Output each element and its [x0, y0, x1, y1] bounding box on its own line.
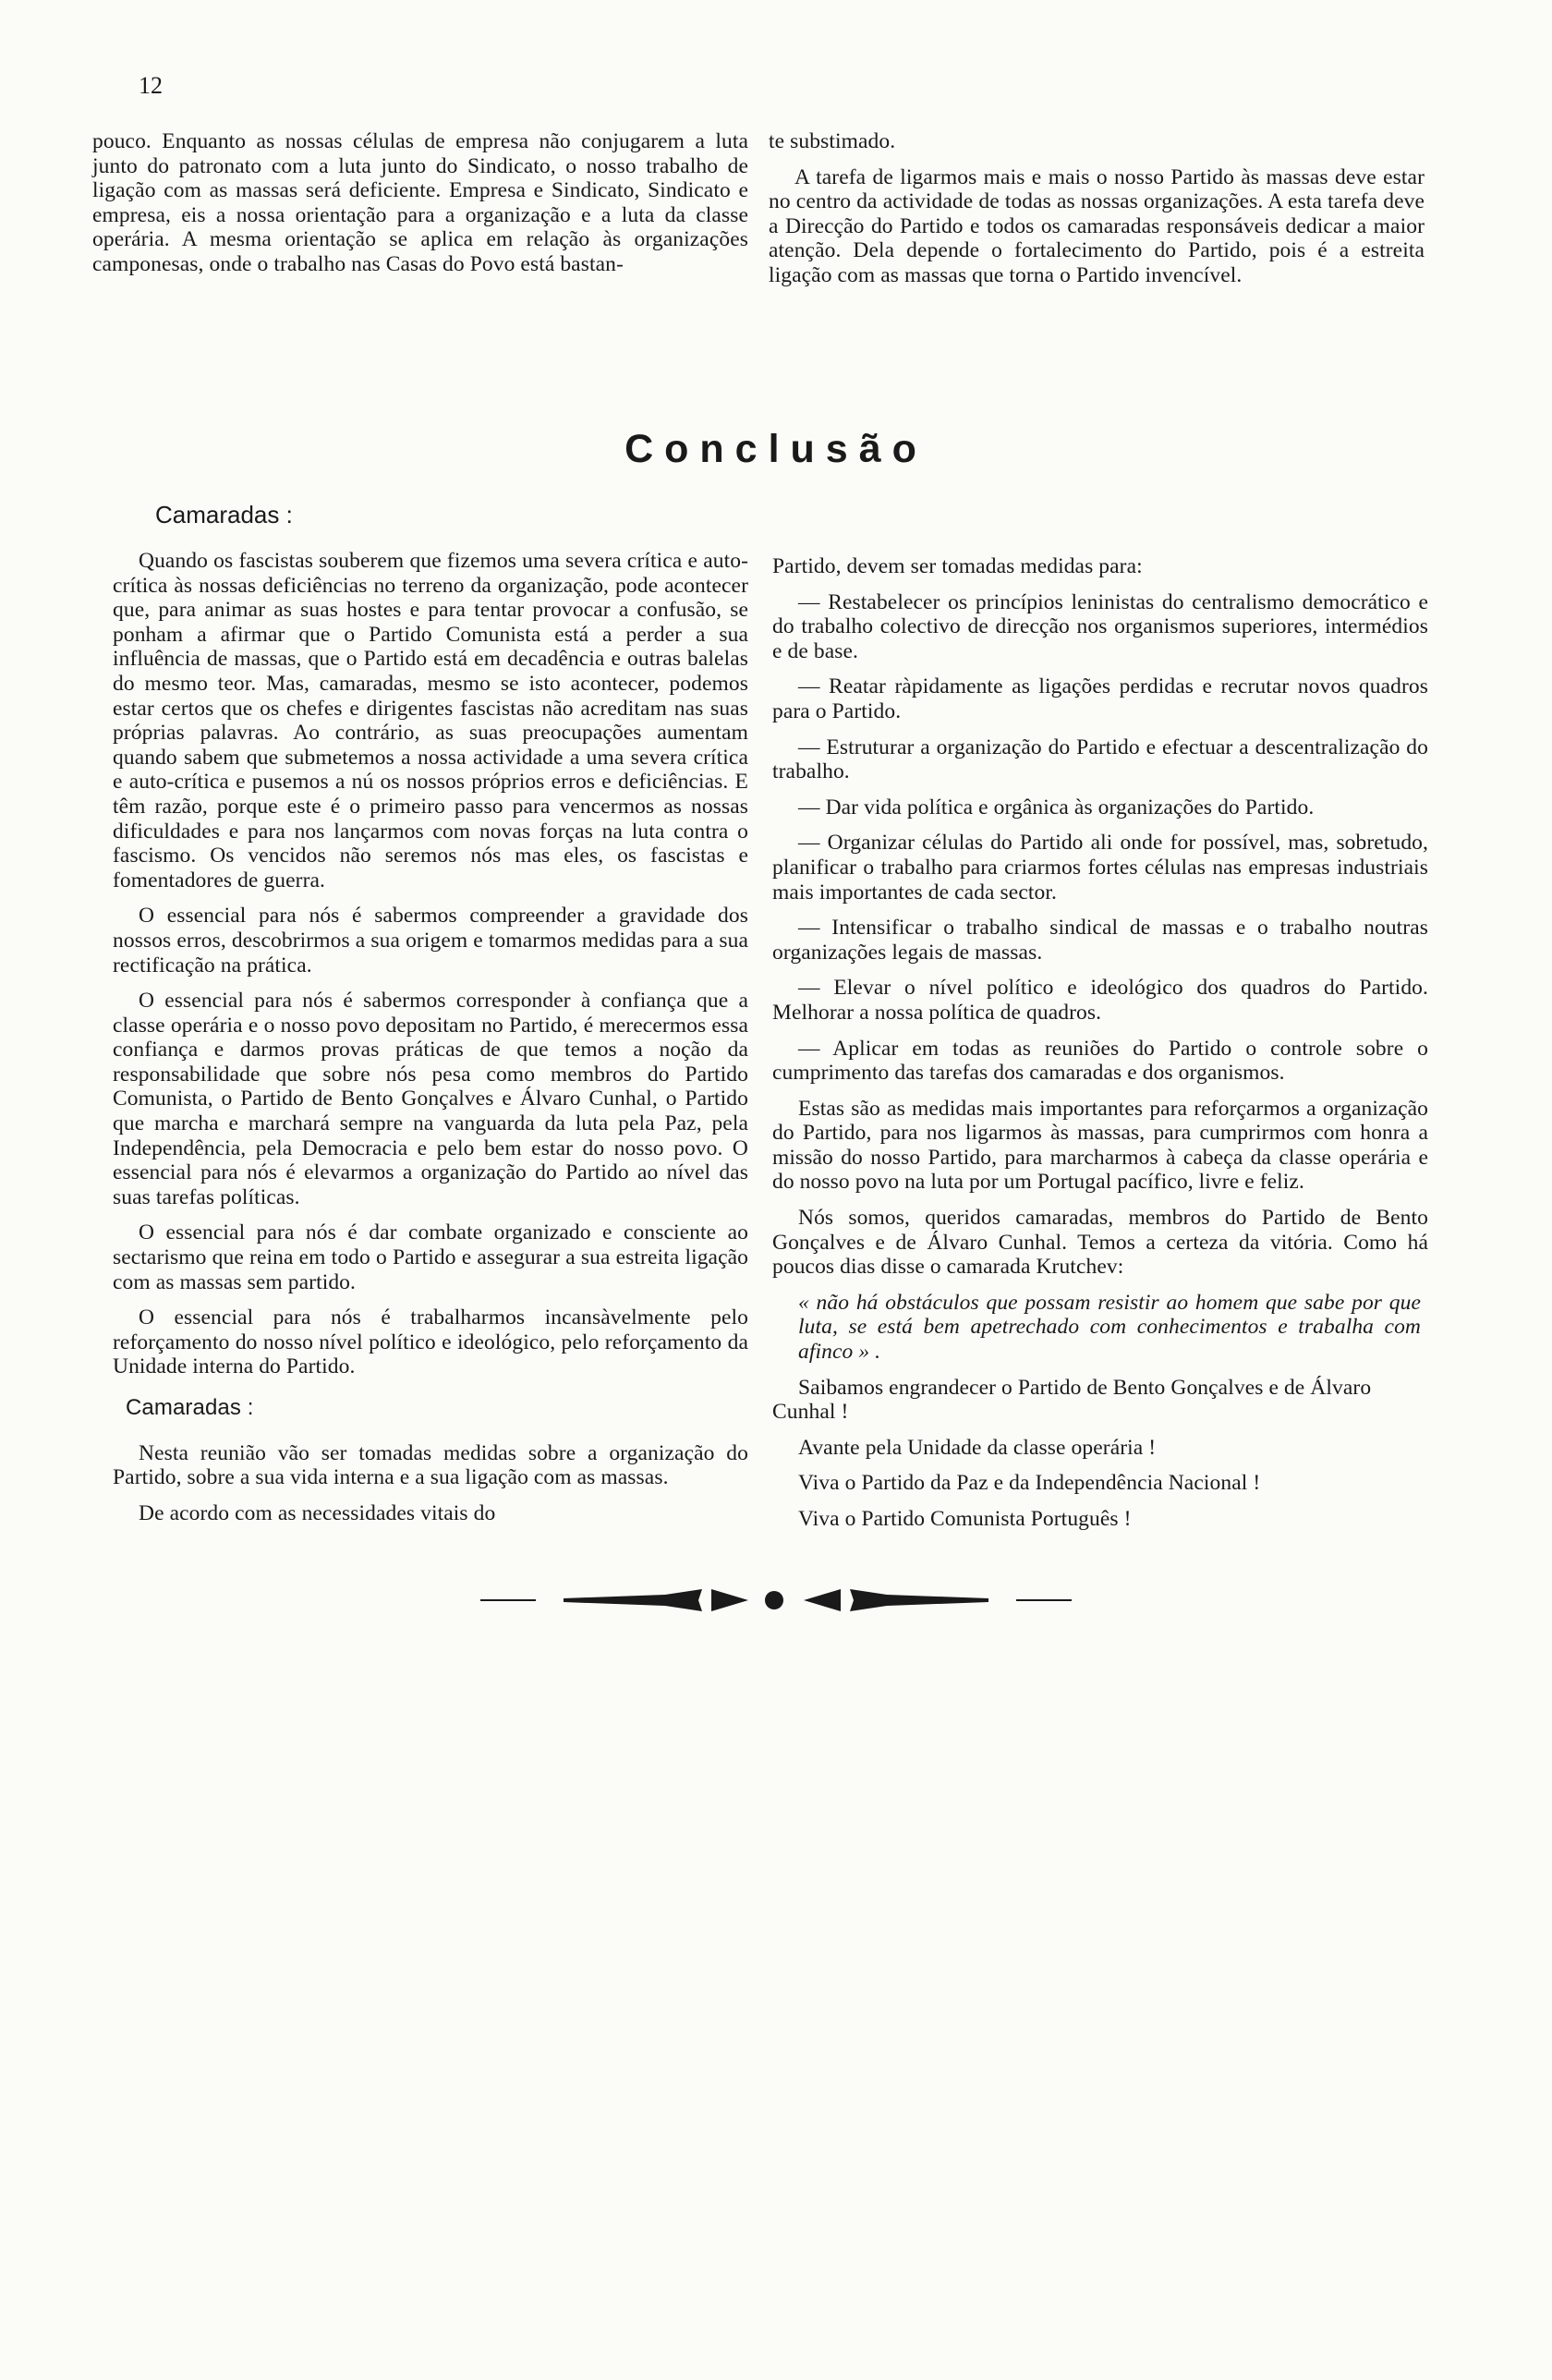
page-number: 12	[139, 72, 163, 99]
measure-item: — Organizar células do Partido ali onde for possível, mas, sobretudo, planificar o trabalho para criarmos fortes células nas empresas industriais mais importantes de cada sector.	[772, 831, 1428, 905]
conclusion-left-column	[113, 549, 748, 1536]
conclusion-right-column	[772, 554, 1428, 1543]
top-right-paragraph-1: te substimado.	[769, 129, 896, 153]
measure-item: — Aplicar em todas as reuniões do Partido o controle sobre o cumprimento das tarefas dos camaradas e dos organismos.	[772, 1036, 1428, 1086]
greeting-2: Camaradas :	[126, 1395, 254, 1420]
measure-item: — Reatar ràpidamente as ligações perdidas e recrutar novos quadros para o Partido.	[772, 674, 1428, 723]
section-title: Conclusão	[624, 427, 928, 471]
measure-item: — Restabelecer os princípios leninistas do centralismo democrático e do trabalho colectivo de direcção nos organismos superiores, intermédios e de base.	[772, 589, 1428, 663]
measure-item: — Dar vida política e orgânica às organizações do Partido.	[798, 795, 1315, 820]
paragraph: O essencial para nós é dar combate organizado e consciente ao sectarismo que reina em todo o Partido e assegurar a sua estreita ligação com as massas sem partido.	[113, 1220, 748, 1294]
paragraph: Nesta reunião vão ser tomadas medidas sobre a organização do Partido, sobre a sua vida interna e a sua ligação com as massas.	[113, 1440, 748, 1490]
measure-item: — Estruturar a organização do Partido e efectuar a descentralização do trabalho.	[772, 735, 1428, 784]
ornament-divider-icon	[480, 1580, 1072, 1621]
measure-item: — Intensificar o trabalho sindical de massas e o trabalho noutras organizações legais de massas.	[772, 916, 1428, 965]
measure-item: — Elevar o nível político e ideológico dos quadros do Partido. Melhorar a nossa política de quadros.	[772, 976, 1428, 1025]
top-left-column	[92, 129, 748, 288]
paragraph: O essencial para nós é trabalharmos incansàvelmente pelo reforçamento do nosso nível político e ideológico, pelo reforçamento da Unidade interna do Partido.	[113, 1305, 748, 1379]
paragraph: O essencial para nós é sabermos compreender a gravidade dos nossos erros, descobrirmos a sua origem e tomarmos medidas para a sua rectificação na prática.	[113, 904, 748, 978]
top-left-paragraph: pouco. Enquanto as nossas células de empresa não conjugarem a luta junto do patronato com a luta junto do Sindicato, o nosso trabalho de ligação com as massas será deficiente. Empresa e Sindicato, Sindicato e empresa, eis a nossa orientação para a organização e a luta da classe operária. A mesma orientação se aplica em relação às organizações camponesas, onde o trabalho nas Casas do Povo está bastan-	[92, 129, 748, 276]
cheer-line: Avante pela Unidade da classe operária !	[798, 1435, 1157, 1460]
paragraph: De acordo com as necessidades vitais do	[139, 1500, 496, 1525]
cheer-line: Viva o Partido da Paz e da Independência Nacional !	[798, 1471, 1261, 1496]
paragraph: Nós somos, queridos camaradas, membros do Partido de Bento Gonçalves e de Álvaro Cunhal. Temos a certeza da vitória. Como há poucos dias disse o camarada Krutchev:	[772, 1206, 1428, 1280]
cheer-line: Viva o Partido Comunista Português !	[798, 1507, 1132, 1531]
top-right-paragraph-2: A tarefa de ligarmos mais e mais o nosso Partido às massas deve estar no centro da actividade de todas as nossas organizações. A esta tarefa deve a Direcção do Partido e todos os camaradas responsáveis dedicar a maior atenção. Dela depende o fortalecimento do Partido, pois é a estreita ligação com as massas que torna o Partido invencível.	[769, 164, 1425, 287]
paragraph: O essencial para nós é sabermos corresponder à confiança que a classe operária e o nosso povo depositam no Partido, é merecermos essa confiança e darmos provas práticas de que temos a noção da responsabilidade que sobre nós pesa como membros do Partido Comunista, o Partido de Bento Gonçalves e Álvaro Cunhal, o Partido que marcha e marchará sempre na vanguarda da luta pela Paz, pela Independência, pela Democracia e pelo bem estar do nosso povo. O essencial para nós é elevarmos a organização do Partido ao nível das suas tarefas políticas.	[113, 989, 748, 1209]
greeting: Camaradas :	[155, 501, 293, 528]
cheer-line: Saibamos engrandecer o Partido de Bento Gonçalves e de Álvaro Cunhal !	[772, 1375, 1372, 1425]
paragraph: Estas são as medidas mais importantes para reforçarmos a organização do Partido, para nos ligarmos às massas, para cumprirmos com honra a missão do nosso Partido, para marcharmos à cabeça da classe operária e do nosso povo na luta por um Portugal pacífico, livre e feliz.	[772, 1096, 1428, 1195]
measures-intro: Partido, devem ser tomadas medidas para:	[772, 554, 1143, 578]
top-right-column	[769, 129, 1425, 299]
quote: « não há obstáculos que possam resistir ao homem que sabe por que luta, se está bem apetrechado com conhecimentos e trabalha com afinco » .	[798, 1290, 1421, 1365]
paragraph: Quando os fascistas souberem que fizemos uma severa crítica e auto-crítica às nossas deficiências no terreno da organização, pode acontecer que, para animar as suas hostes e para tentar provocar a confusão, se ponham a afirmar que o Partido Comunista está a perder a sua influência de massas, que o Partido está em decadência e outras balelas do mesmo teor. Mas, camaradas, mesmo se isto acontecer, podemos estar certos que os chefes e dirigentes fascistas não acreditam nas suas próprias palavras. Ao contrário, as suas preocupações aumentam quando sabem que submetemos a nossa actividade a uma severa crítica e auto-crítica e pusemos a nú os nossos próprios erros e deficiências. E têm razão, porque este é o primeiro passo para vencermos as nossas dificuldades e para nos lançarmos com novas forças na luta contra o fascismo. Os vencidos não seremos nós mas eles, os fascistas e fomentadores de guerra.	[113, 549, 748, 892]
